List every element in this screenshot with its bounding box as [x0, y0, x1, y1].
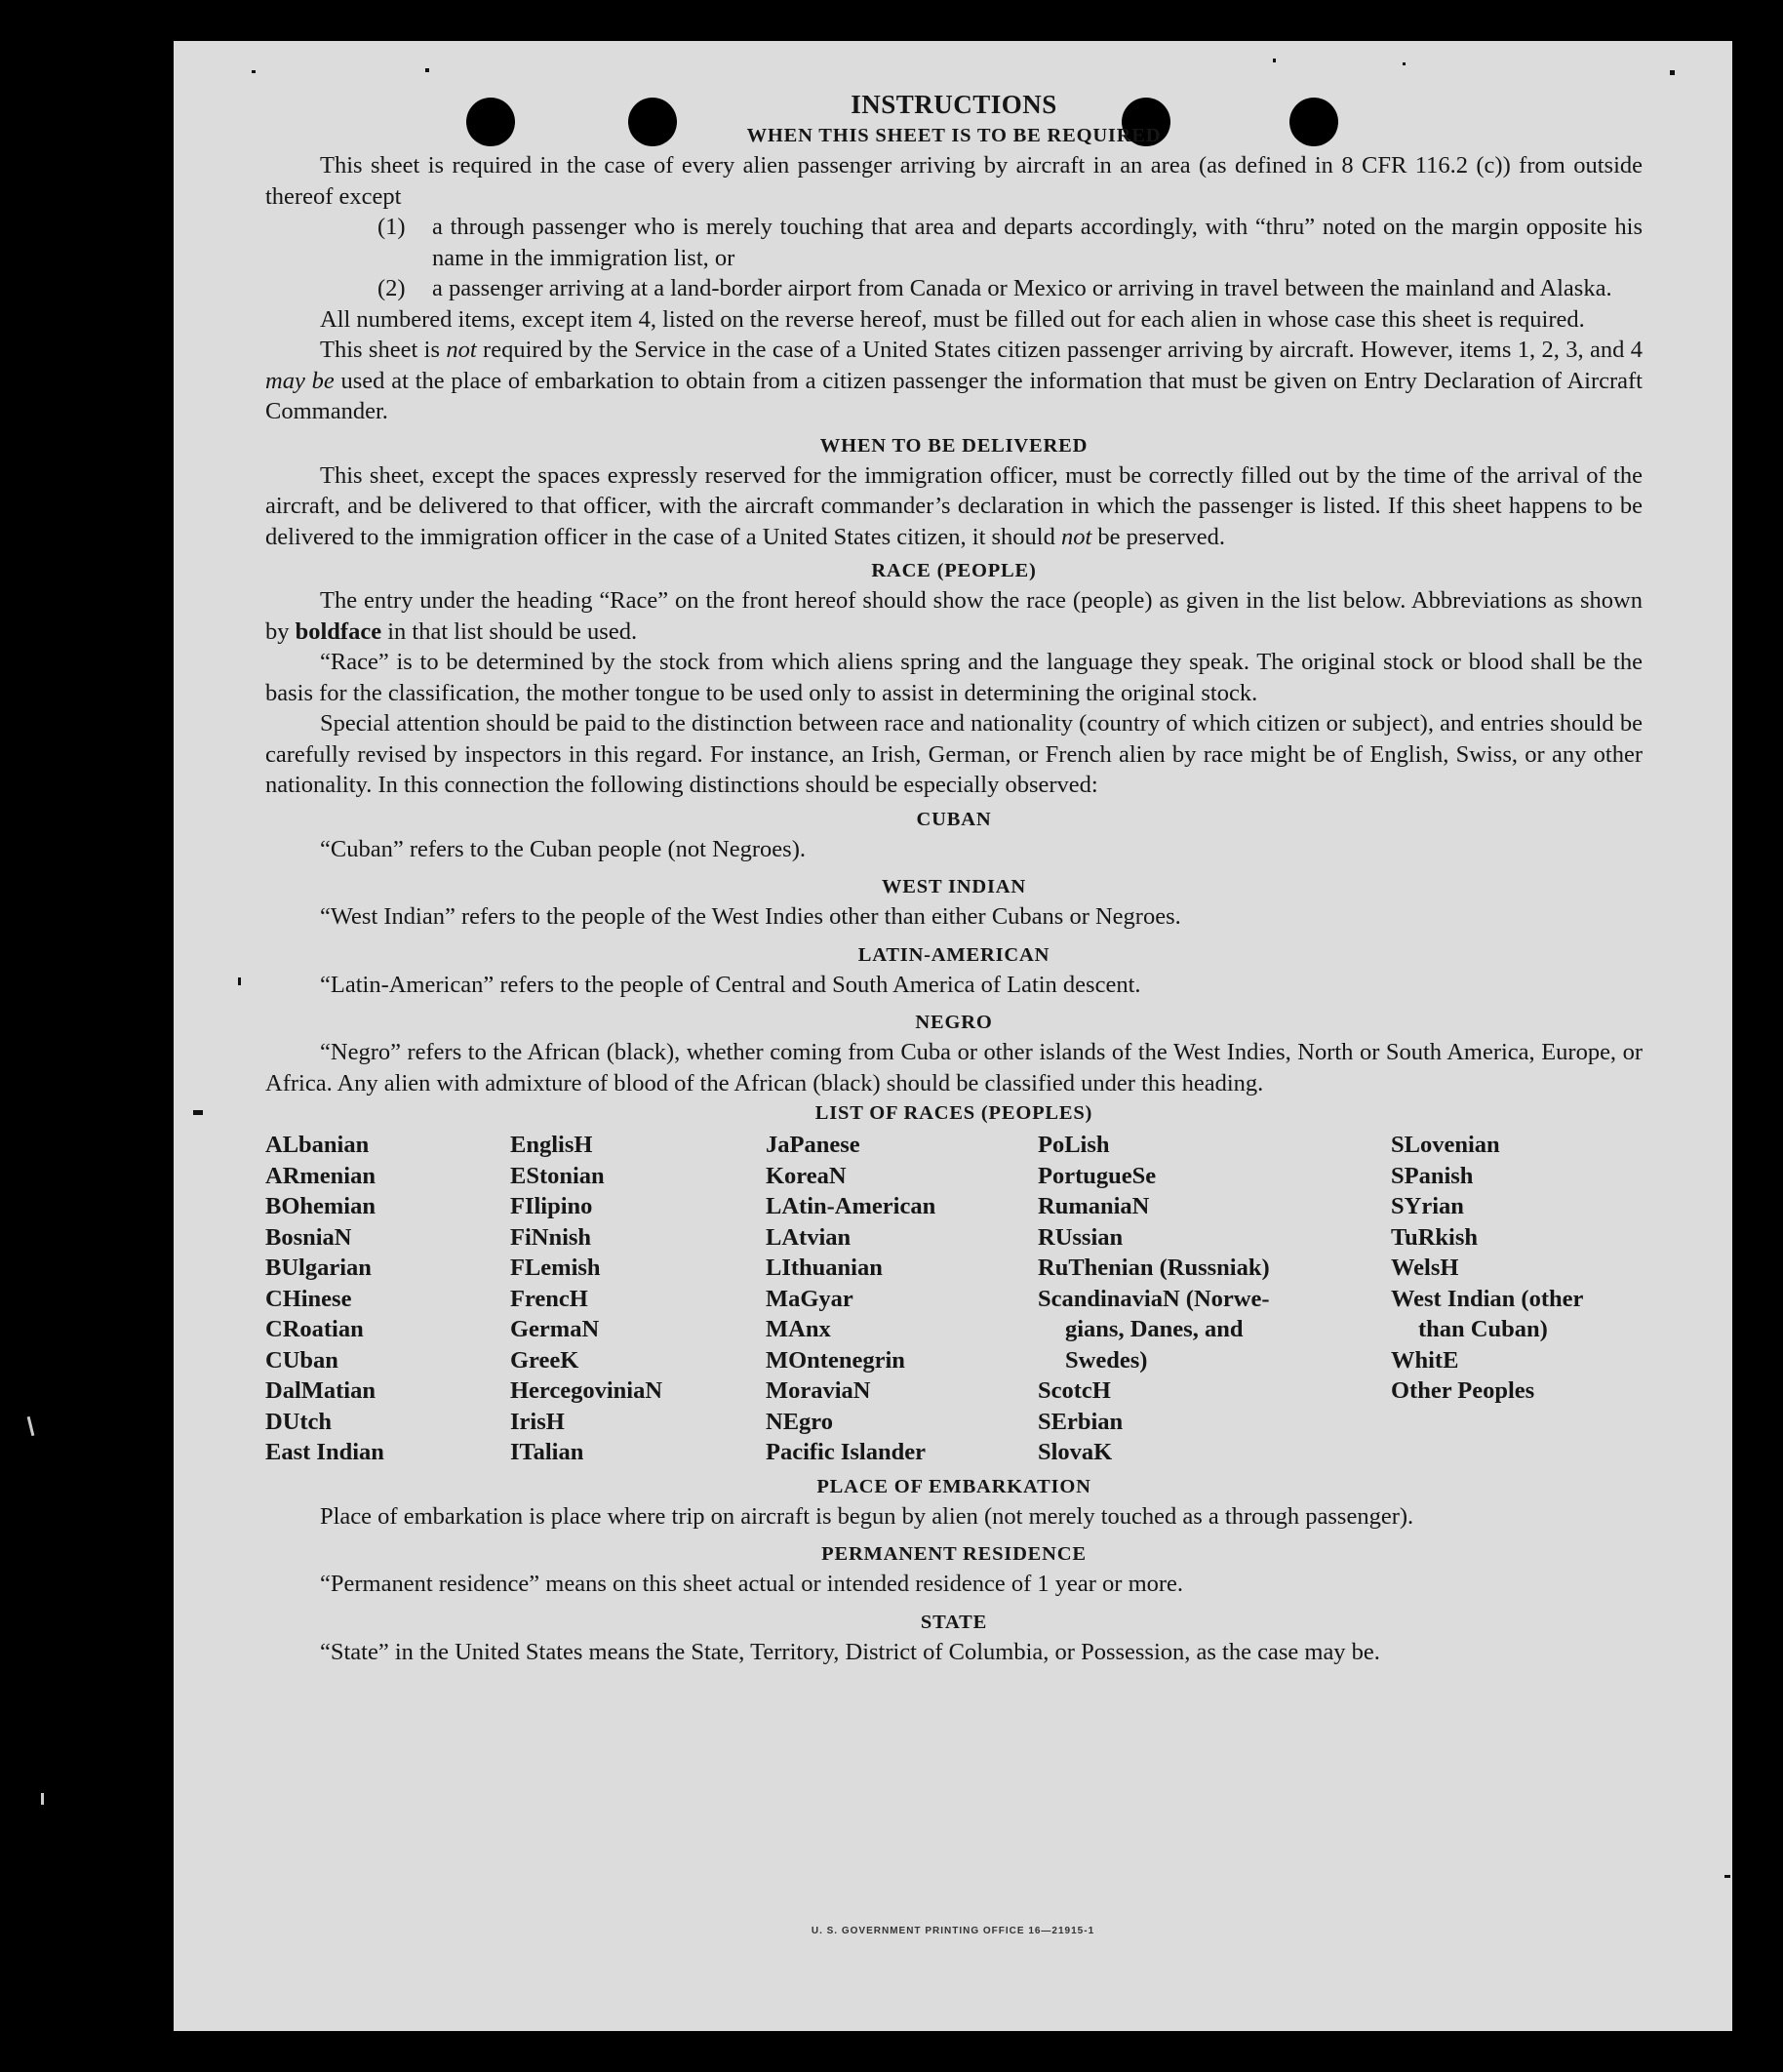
race-entry: HercegoviniaN [510, 1377, 663, 1404]
race-entry: CRoatian [265, 1316, 364, 1342]
race-entry: DUtch [265, 1408, 333, 1435]
race-entry: GermaN [510, 1316, 600, 1342]
section-heading-state: STATE [920, 1611, 988, 1633]
paragraph: “Race” is to be determined by the stock from which aliens spring and the language they speak. The original stock or blood shall be the basis for the classification, the mother tongue to be used only to assist in determining the original stock. [265, 649, 1643, 706]
race-entry: ScotcH [1038, 1377, 1111, 1404]
race-entry: PortugueSe [1038, 1162, 1157, 1189]
race-entry: FLemish [510, 1255, 601, 1281]
race-column [1038, 1130, 1391, 1468]
paragraph: This sheet is not required by the Service in the case of a United States citizen passenger arriving by aircraft. However, items 1, 2, 3, and 4 may be used at the place of embarkation to obtain from a citizen passenger the information that must be given on Entry Declaration of Aircraft Commander. [265, 337, 1644, 424]
paragraph: “Cuban” refers to the Cuban people (not Negroes). [320, 835, 806, 862]
numbered-item [377, 273, 1643, 304]
race-entry: MOntenegrin [766, 1346, 905, 1374]
race-column [510, 1130, 766, 1468]
race-entry: EnglisH [510, 1132, 593, 1158]
race-entry: KoreaN [766, 1162, 847, 1189]
race-entry: ScandinaviaN (Norwe- [1038, 1285, 1270, 1312]
race-column [766, 1130, 1038, 1468]
race-entry: MaGyar [766, 1285, 853, 1312]
race-entry: gians, Danes, and [1065, 1316, 1244, 1342]
item-number: (1) [377, 214, 406, 240]
race-entry: BosniaN [265, 1223, 352, 1251]
item-number: (2) [377, 275, 406, 301]
numbered-item [377, 212, 1643, 273]
scan-speck [193, 1110, 203, 1115]
race-entry: LAtvian [766, 1223, 852, 1251]
paragraph: This sheet, except the spaces expressly reserved for the immigration officer, must be correctly filled out by the time of the arrival of the aircraft, and be delivered to that officer, with the aircraft commander’s declaration in which the passenger is listed. If this sheet happens to be delivered to the immigration officer in the case of a United States citizen, it should not be preserved. [265, 461, 1643, 550]
section-heading-west-indian: WEST INDIAN [882, 876, 1026, 897]
race-entry: Swedes) [1065, 1346, 1148, 1374]
race-entry: FiNnish [510, 1223, 592, 1251]
race-entry: BOhemian [265, 1193, 376, 1219]
section-heading-latin-american: LATIN-AMERICAN [857, 943, 1050, 966]
race-entry: WhitE [1391, 1346, 1459, 1374]
scan-speck [27, 1416, 35, 1436]
paragraph: The entry under the heading “Race” on the front hereof should show the race (people) as given in the list below. Abbreviations as shown by boldface in that list should be used. [265, 587, 1643, 645]
race-entry: PoLish [1038, 1132, 1110, 1158]
paragraph: “West Indian” refers to the people of the West Indies other than either Cubans or Negroes. [320, 903, 1181, 930]
paragraph: Place of embarkation is place where trip on aircraft is begun by alien (not merely touched as a through passenger). [320, 1502, 1414, 1530]
race-entry: FIlipino [510, 1193, 593, 1219]
printer-imprint: U. S. GOVERNMENT PRINTING OFFICE 16—21915-1 [811, 1926, 1095, 1936]
scan-speck [1670, 70, 1675, 75]
race-column [265, 1130, 510, 1468]
section-heading-required: WHEN THIS SHEET IS TO BE REQUIRED [746, 125, 1162, 146]
race-entry: BUlgarian [265, 1255, 372, 1281]
paragraph: Special attention should be paid to the distinction between race and nationality (country of which citizen or subject), and entries should be carefully revised by inspectors in this regard. For instance, an Irish, German, or French alien by race might be of English, Swiss, or any other nationality. In this connection the following distinctions should be especially observed: [265, 710, 1643, 798]
race-entry: MAnx [766, 1316, 831, 1342]
scan-speck [1273, 59, 1276, 62]
race-entry: LAtin-American [766, 1193, 936, 1219]
race-entry: IrisH [510, 1408, 565, 1435]
race-entry: NEgro [766, 1408, 833, 1435]
race-entry: LIthuanian [766, 1255, 883, 1281]
scan-speck [1403, 62, 1406, 65]
section-heading-negro: NEGRO [915, 1012, 993, 1033]
race-entry: Other Peoples [1391, 1377, 1535, 1404]
race-entry: RuThenian (Russniak) [1038, 1255, 1270, 1281]
race-entry: RUssian [1038, 1223, 1124, 1251]
race-entry: WelsH [1391, 1255, 1459, 1281]
race-entry: FrencH [510, 1285, 588, 1312]
scan-speck [1724, 1875, 1730, 1878]
paragraph: “Negro” refers to the African (black), whether coming from Cuba or other islands of the West Indies, North or South America, Europe, or Africa. Any alien with admixture of blood of the African (black) should be classified under this heading. [265, 1039, 1643, 1096]
race-entry: GreeK [510, 1346, 579, 1374]
race-entry: SErbian [1038, 1408, 1124, 1435]
race-column [1391, 1130, 1643, 1468]
document-body [265, 88, 1643, 1667]
race-entry: West Indian (other [1391, 1285, 1584, 1312]
race-entry: CUban [265, 1346, 338, 1374]
race-entry: RumaniaN [1038, 1193, 1150, 1219]
section-heading-race: RACE (PEOPLE) [871, 560, 1037, 581]
race-entry: than Cuban) [1418, 1316, 1548, 1342]
race-entry: ALbanian [265, 1132, 370, 1158]
paragraph: All numbered items, except item 4, listed on the reverse hereof, must be filled out for each alien in whose case this sheet is required. [320, 305, 1585, 333]
race-entry: JaPanese [766, 1132, 860, 1158]
race-entry: SPanish [1391, 1162, 1474, 1189]
race-entry: Pacific Islander [766, 1439, 926, 1465]
race-entry: East Indian [265, 1439, 384, 1465]
race-entry: DalMatian [265, 1377, 376, 1404]
item-text: a passenger arriving at a land-border airport from Canada or Mexico or arriving in travel between the mainland and Alaska. [432, 275, 1612, 301]
section-heading-embarkation: PLACE OF EMBARKATION [816, 1475, 1091, 1497]
section-heading-cuban: CUBAN [916, 808, 992, 830]
race-entry: EStonian [510, 1162, 605, 1189]
race-entry: SLovenian [1391, 1132, 1500, 1158]
race-entry: MoraviaN [766, 1377, 871, 1404]
paragraph: “Permanent residence” means on this sheet actual or intended residence of 1 year or more. [320, 1571, 1184, 1597]
scan-speck [238, 977, 241, 985]
item-text: a through passenger who is merely touching that area and departs accordingly, with “thru” noted on the margin opposite his name in the immigration list, or [432, 214, 1643, 271]
paragraph: This sheet is required in the case of every alien passenger arriving by aircraft in an area (as defined in 8 CFR 116.2 (c)) from outside thereof except [265, 152, 1643, 210]
scan-speck [41, 1793, 44, 1805]
race-entry: TuRkish [1391, 1223, 1479, 1251]
race-entry: SYrian [1391, 1193, 1464, 1219]
race-list [265, 1130, 1643, 1468]
document-page [174, 41, 1732, 2031]
paragraph: “Latin-American” refers to the people of Central and South America of Latin descent. [320, 971, 1141, 998]
race-entry: SlovaK [1038, 1439, 1113, 1465]
section-heading-list-of-races: LIST OF RACES (PEOPLES) [814, 1102, 1093, 1124]
section-heading-residence: PERMANENT RESIDENCE [821, 1543, 1087, 1565]
scan-speck [252, 70, 256, 73]
section-heading-delivered: WHEN TO BE DELIVERED [819, 434, 1089, 457]
race-entry: ARmenian [265, 1162, 376, 1189]
race-entry: ITalian [510, 1439, 584, 1465]
page-title: INSTRUCTIONS [851, 90, 1057, 119]
race-entry: CHinese [265, 1285, 352, 1312]
scan-speck [425, 68, 429, 72]
paragraph: “State” in the United States means the State, Territory, District of Columbia, or Possession, as the case may be. [320, 1638, 1380, 1665]
